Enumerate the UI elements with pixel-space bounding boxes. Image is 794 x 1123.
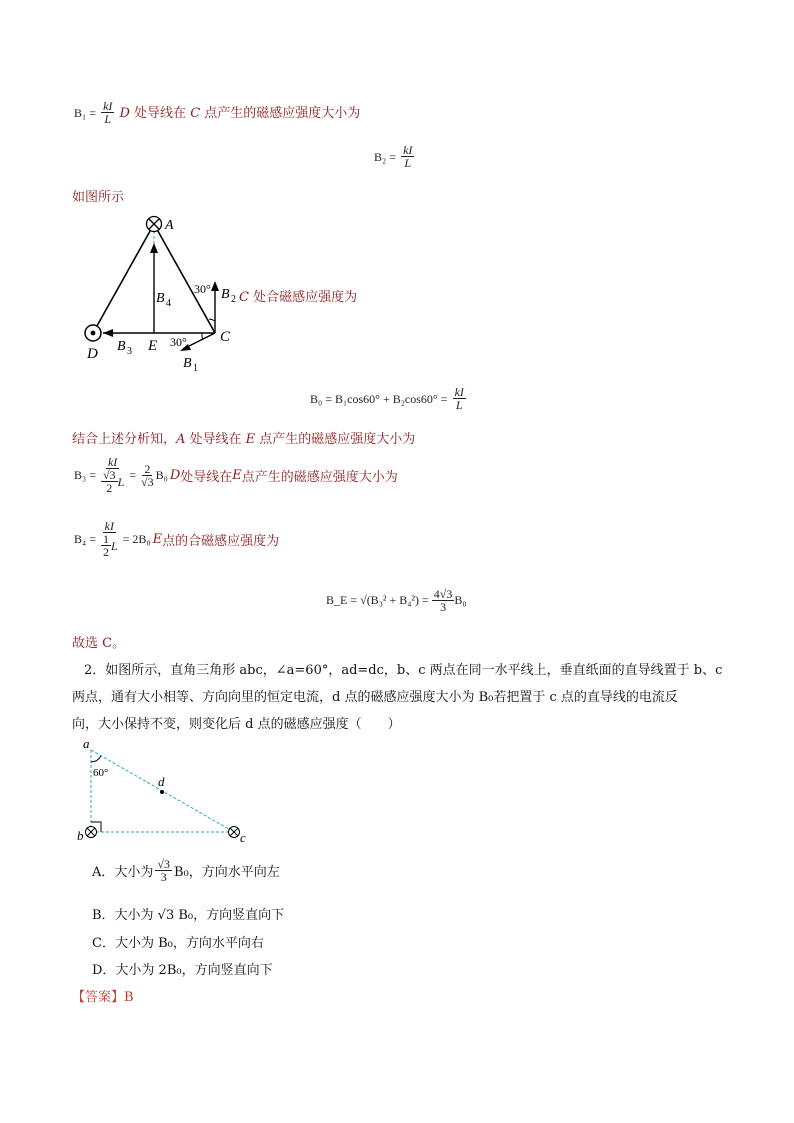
svg-text:3: 3	[127, 346, 132, 357]
svg-text:60°: 60°	[93, 767, 109, 779]
svg-text:C: C	[220, 329, 231, 345]
svg-text:b: b	[77, 828, 84, 843]
side-ad	[93, 224, 154, 333]
line-b1: B₁ = $\frac{kI}{L}$ D 处导线在 C 点产生的磁感应强度大小为	[74, 99, 361, 126]
svg-text:1: 1	[193, 363, 198, 374]
option-d[interactable]: D．大小为 2B₀，方向竖直向下	[92, 963, 273, 978]
as-figure-text: 如图所示	[72, 190, 125, 205]
svg-text:B: B	[156, 291, 165, 306]
b1-fraction: $\frac{kI}{L}$	[103, 99, 113, 126]
answer-label: 【答案】	[72, 990, 125, 1005]
combine-text: 结合上述分析知，A 处导线在 E 点产生的磁感应强度大小为	[72, 432, 416, 447]
svg-text:d: d	[158, 774, 165, 789]
figure-side-text: C 处合磁感应强度为	[239, 290, 358, 305]
q2-line3: 向，大小保持不变，则变化后 d 点的磁感应强度（ ）	[72, 717, 401, 732]
eq-b0: B₀ = B₁cos60° + B₂cos60° = $\frac{kI}{L}$	[310, 385, 464, 412]
b1-lhs: B₁ =	[74, 106, 96, 120]
svg-text:a: a	[83, 736, 90, 751]
q2-line2: 两点，通有大小相等、方向向里的恒定电流，d 点的磁感应强度大小为 B₀若把置于 c 点的直导线的电流反	[72, 690, 678, 705]
svg-text:E: E	[148, 338, 158, 354]
svg-text:30°: 30°	[194, 282, 211, 296]
eq-b3: B₃ = kI $\frac{√3}{2}$ L = $\frac{2}{√3}$ B₀ D 处导线在 E 点产生的磁感应强度大小为	[74, 455, 398, 495]
option-c[interactable]: C．大小为 B₀，方向水平向右	[92, 936, 264, 951]
choose-answer: 故选 C。	[72, 636, 126, 651]
eq-b2: B₂ = $\frac{kI}{L}$	[374, 143, 413, 170]
svg-text:c: c	[240, 830, 246, 845]
point-d	[160, 790, 164, 794]
eq-b4: B₄ = kI $\frac{1}{2}$ L = 2B₀ E 点的合磁感应强度为	[74, 519, 280, 559]
svg-text:A: A	[165, 218, 174, 233]
side-ac	[154, 224, 215, 333]
answer-value: B	[124, 990, 134, 1005]
eq-be: B_E = √(B₃² + B₄²) = $\frac{4√3}{3}$ B₀	[326, 587, 467, 614]
option-a[interactable]: A．大小为 $\frac{√3}{3}$ B₀，方向水平向左	[92, 857, 280, 884]
svg-text:B: B	[183, 356, 192, 371]
svg-text:B: B	[117, 339, 126, 354]
svg-text:B: B	[221, 287, 230, 302]
answer-line	[72, 986, 134, 1005]
svg-text:D: D	[87, 346, 98, 362]
svg-text:30°: 30°	[170, 335, 187, 349]
svg-text:4: 4	[166, 298, 171, 309]
svg-text:2: 2	[231, 294, 236, 305]
q2-line1: 2．如图所示，直角三角形 abc，∠a=60°，ad=dc，b、c 两点在同一水平线上，垂直纸面的直导线置于 b、c	[84, 663, 723, 678]
option-b[interactable]: B．大小为 √3 B₀，方向竖直向下	[92, 908, 285, 923]
figure-right-triangle-abc	[76, 736, 256, 846]
